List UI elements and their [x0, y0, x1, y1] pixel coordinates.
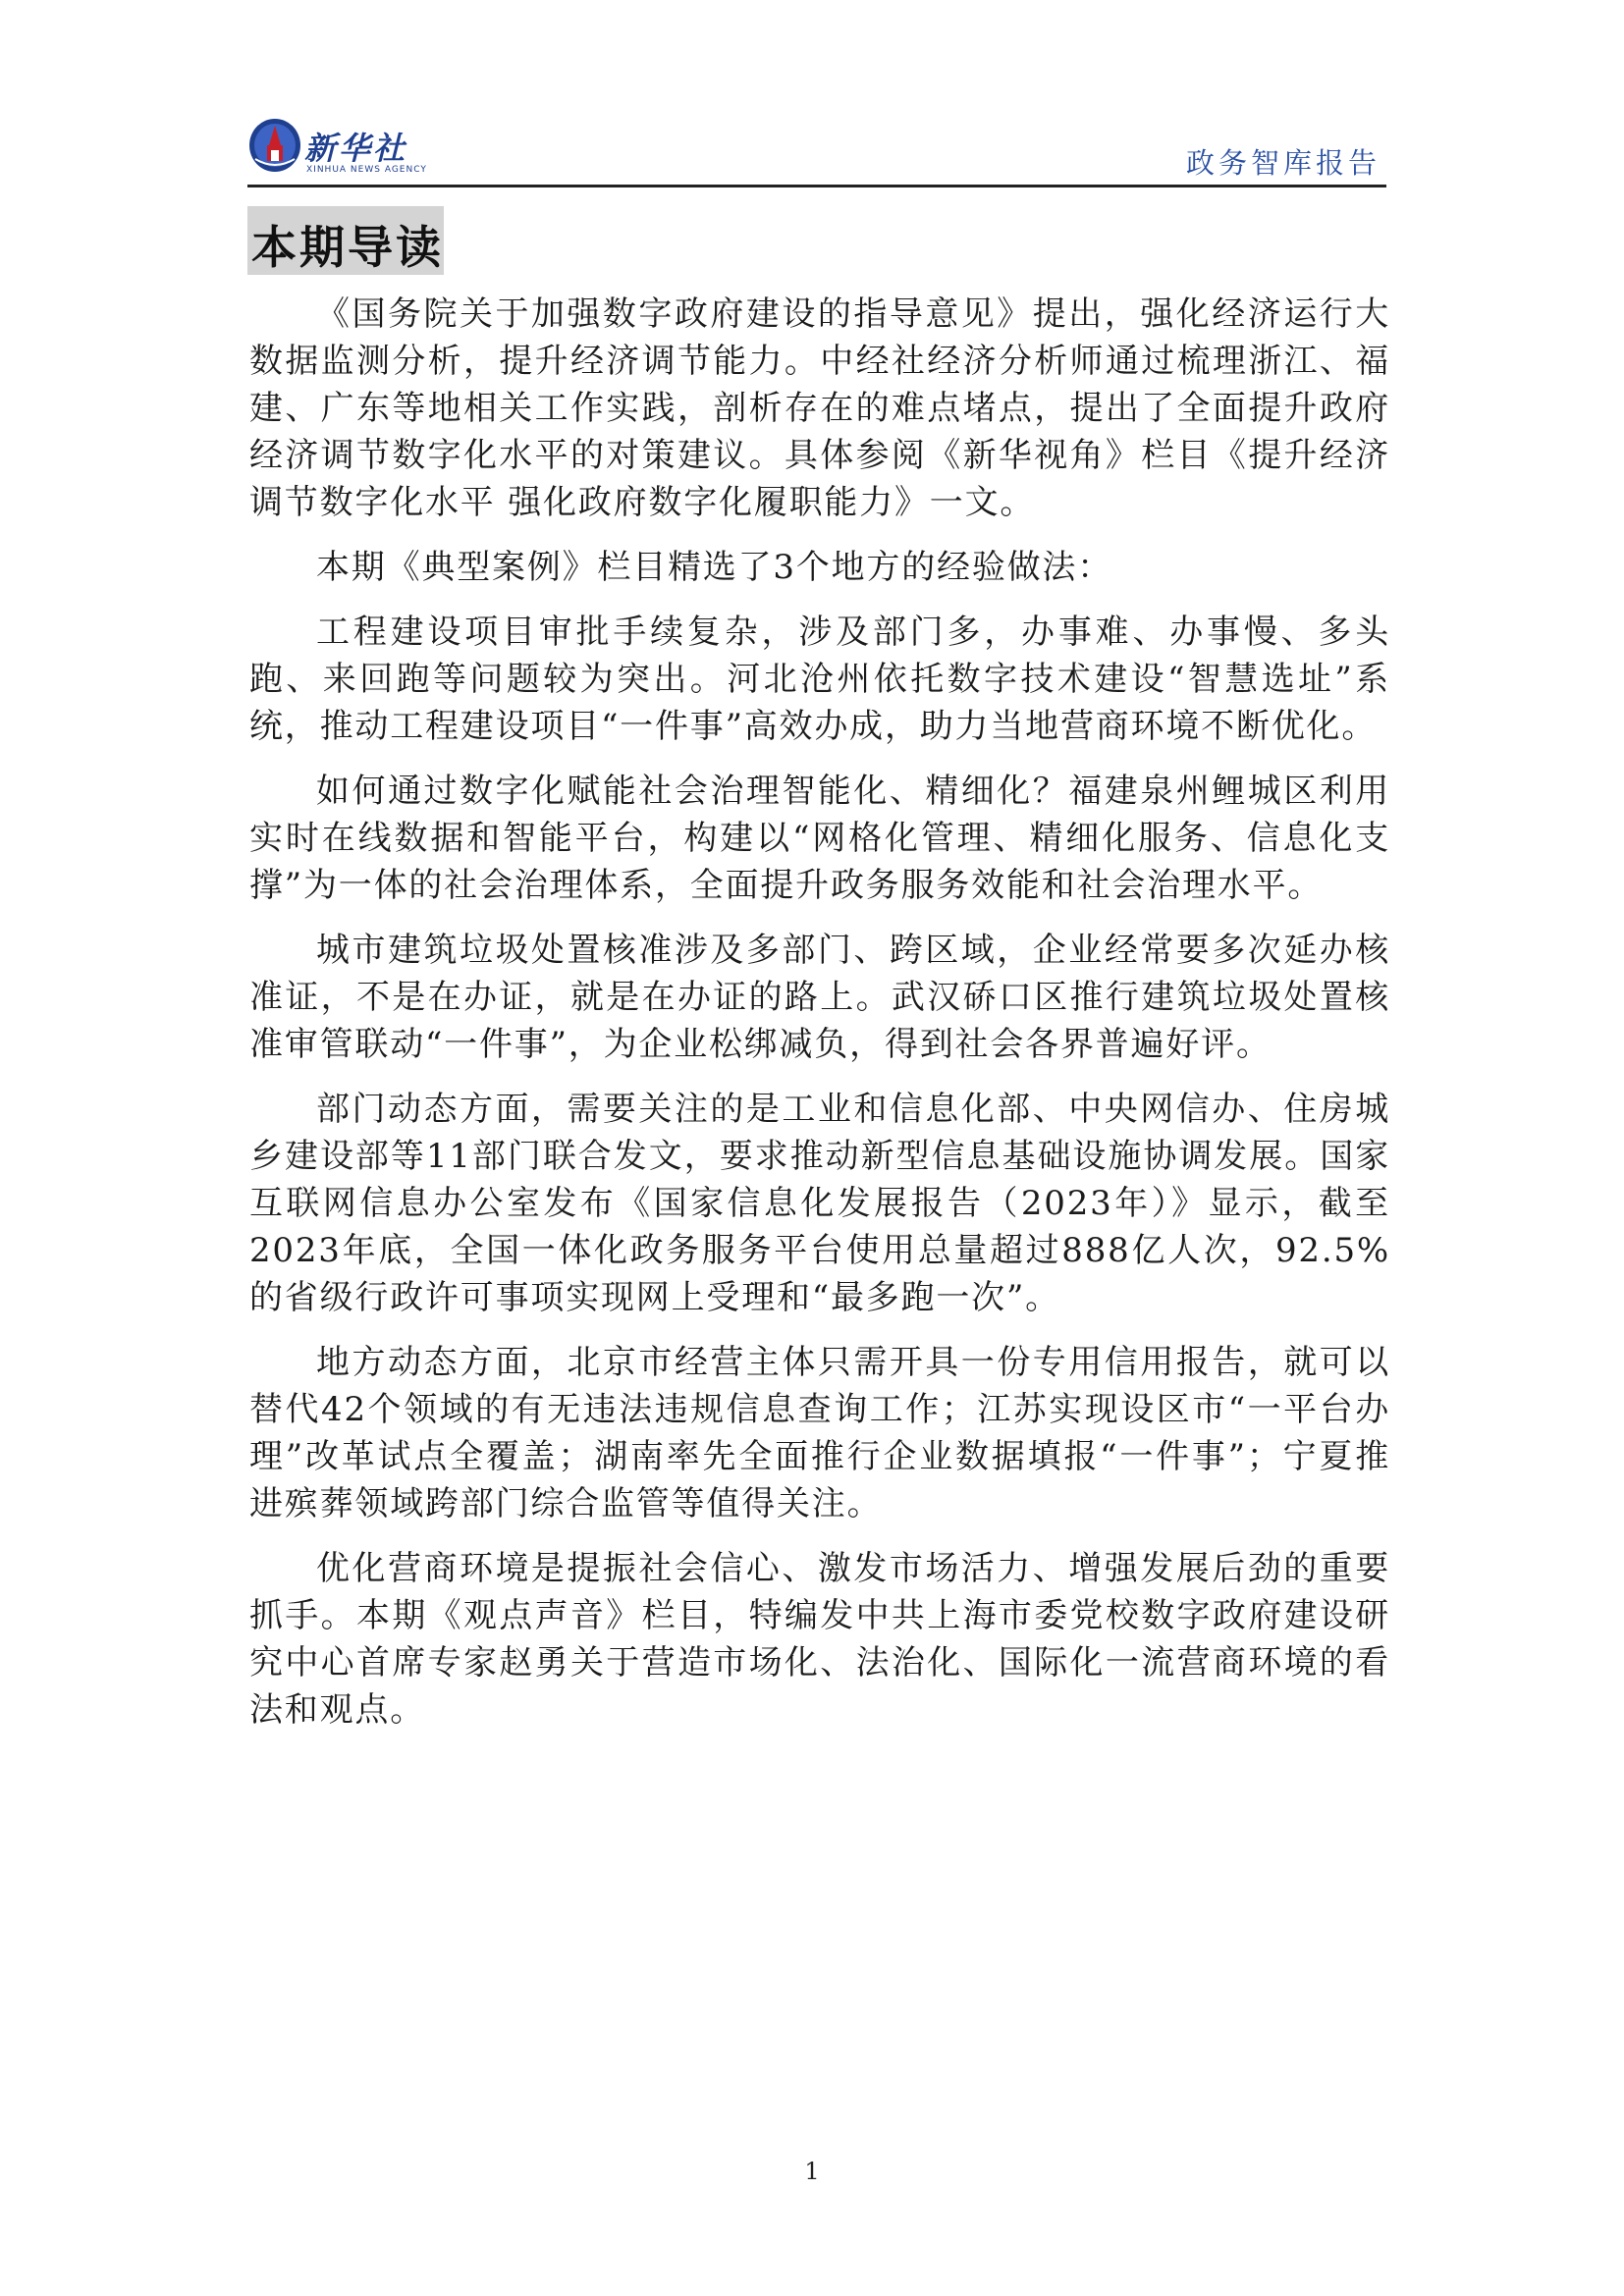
report-series-label: 政务智库报告	[1185, 146, 1380, 180]
paragraph: 如何通过数字化赋能社会治理智能化、精细化？福建泉州鲤城区利用实时在线数据和智能平台，构建以“网格化管理、精细化服务、信息化支撑”为一体的社会治理体系，全面提升政务服务效能和社会治理水平。	[249, 772, 1390, 905]
paragraph: 部门动态方面，需要关注的是工业和信息化部、中央网信办、住房城乡建设部等11部门联合发文，要求推动新型信息基础设施协调发展。国家互联网信息办公室发布《国家信息化发展报告（2023年）》显示，截至2023年底，全国一体化政务服务平台使用总量超过888亿人次，92.5%的省级行政许可事项实现网上受理和“最多跑一次”。	[249, 1090, 1390, 1317]
logo-english-text: XINHUA NEWS AGENCY	[306, 165, 427, 175]
header-divider	[247, 185, 1386, 187]
paragraph: 《国务院关于加强数字政府建设的指导意见》提出，强化经济运行大数据监测分析，提升经济调节能力。中经社经济分析师通过梳理浙江、福建、广东等地相关工作实践，剖析存在的难点堵点，提出了全面提升政府经济调节数字化水平的对策建议。具体参阅《新华视角》栏目《提升经济调节数字化水平 强化政府数字化履职能力》一文。	[249, 294, 1390, 522]
section-title: 本期导读	[251, 221, 444, 274]
page-number: 1	[804, 2158, 820, 2185]
xinhua-logo	[247, 116, 427, 185]
xinhua-emblem-icon	[247, 116, 302, 179]
paragraph: 工程建设项目审批手续复杂，涉及部门多，办事难、办事慢、多头跑、来回跑等问题较为突出。河北沧州依托数字技术建设“智慧选址”系统，推动工程建设项目“一件事”高效办成，助力当地营商环境不断优化。	[249, 613, 1390, 746]
logo-wordmark: 新华社	[304, 130, 408, 167]
paragraph: 优化营商环境是提振社会信心、激发市场活力、增强发展后劲的重要抓手。本期《观点声音》栏目，特编发中共上海市委党校数字政府建设研究中心首席专家赵勇关于营造市场化、法治化、国际化一流营商环境的看法和观点。	[249, 1549, 1390, 1730]
paragraph: 地方动态方面，北京市经营主体只需开具一份专用信用报告，就可以替代42个领域的有无违法违规信息查询工作；江苏实现设区市“一平台办理”改革试点全覆盖；湖南率先全面推行企业数据填报“一件事”；宁夏推进殡葬领域跨部门综合监管等值得关注。	[249, 1343, 1390, 1523]
page-header	[247, 116, 1386, 187]
paragraph: 本期《典型案例》栏目精选了3个地方的经验做法：	[316, 548, 1113, 587]
paragraph: 城市建筑垃圾处置核准涉及多部门、跨区域，企业经常要多次延办核准证，不是在办证，就是在办证的路上。武汉硚口区推行建筑垃圾处置核准审管联动“一件事”，为企业松绑减负，得到社会各界普遍好评。	[249, 931, 1390, 1064]
document-body	[249, 291, 1390, 1751]
